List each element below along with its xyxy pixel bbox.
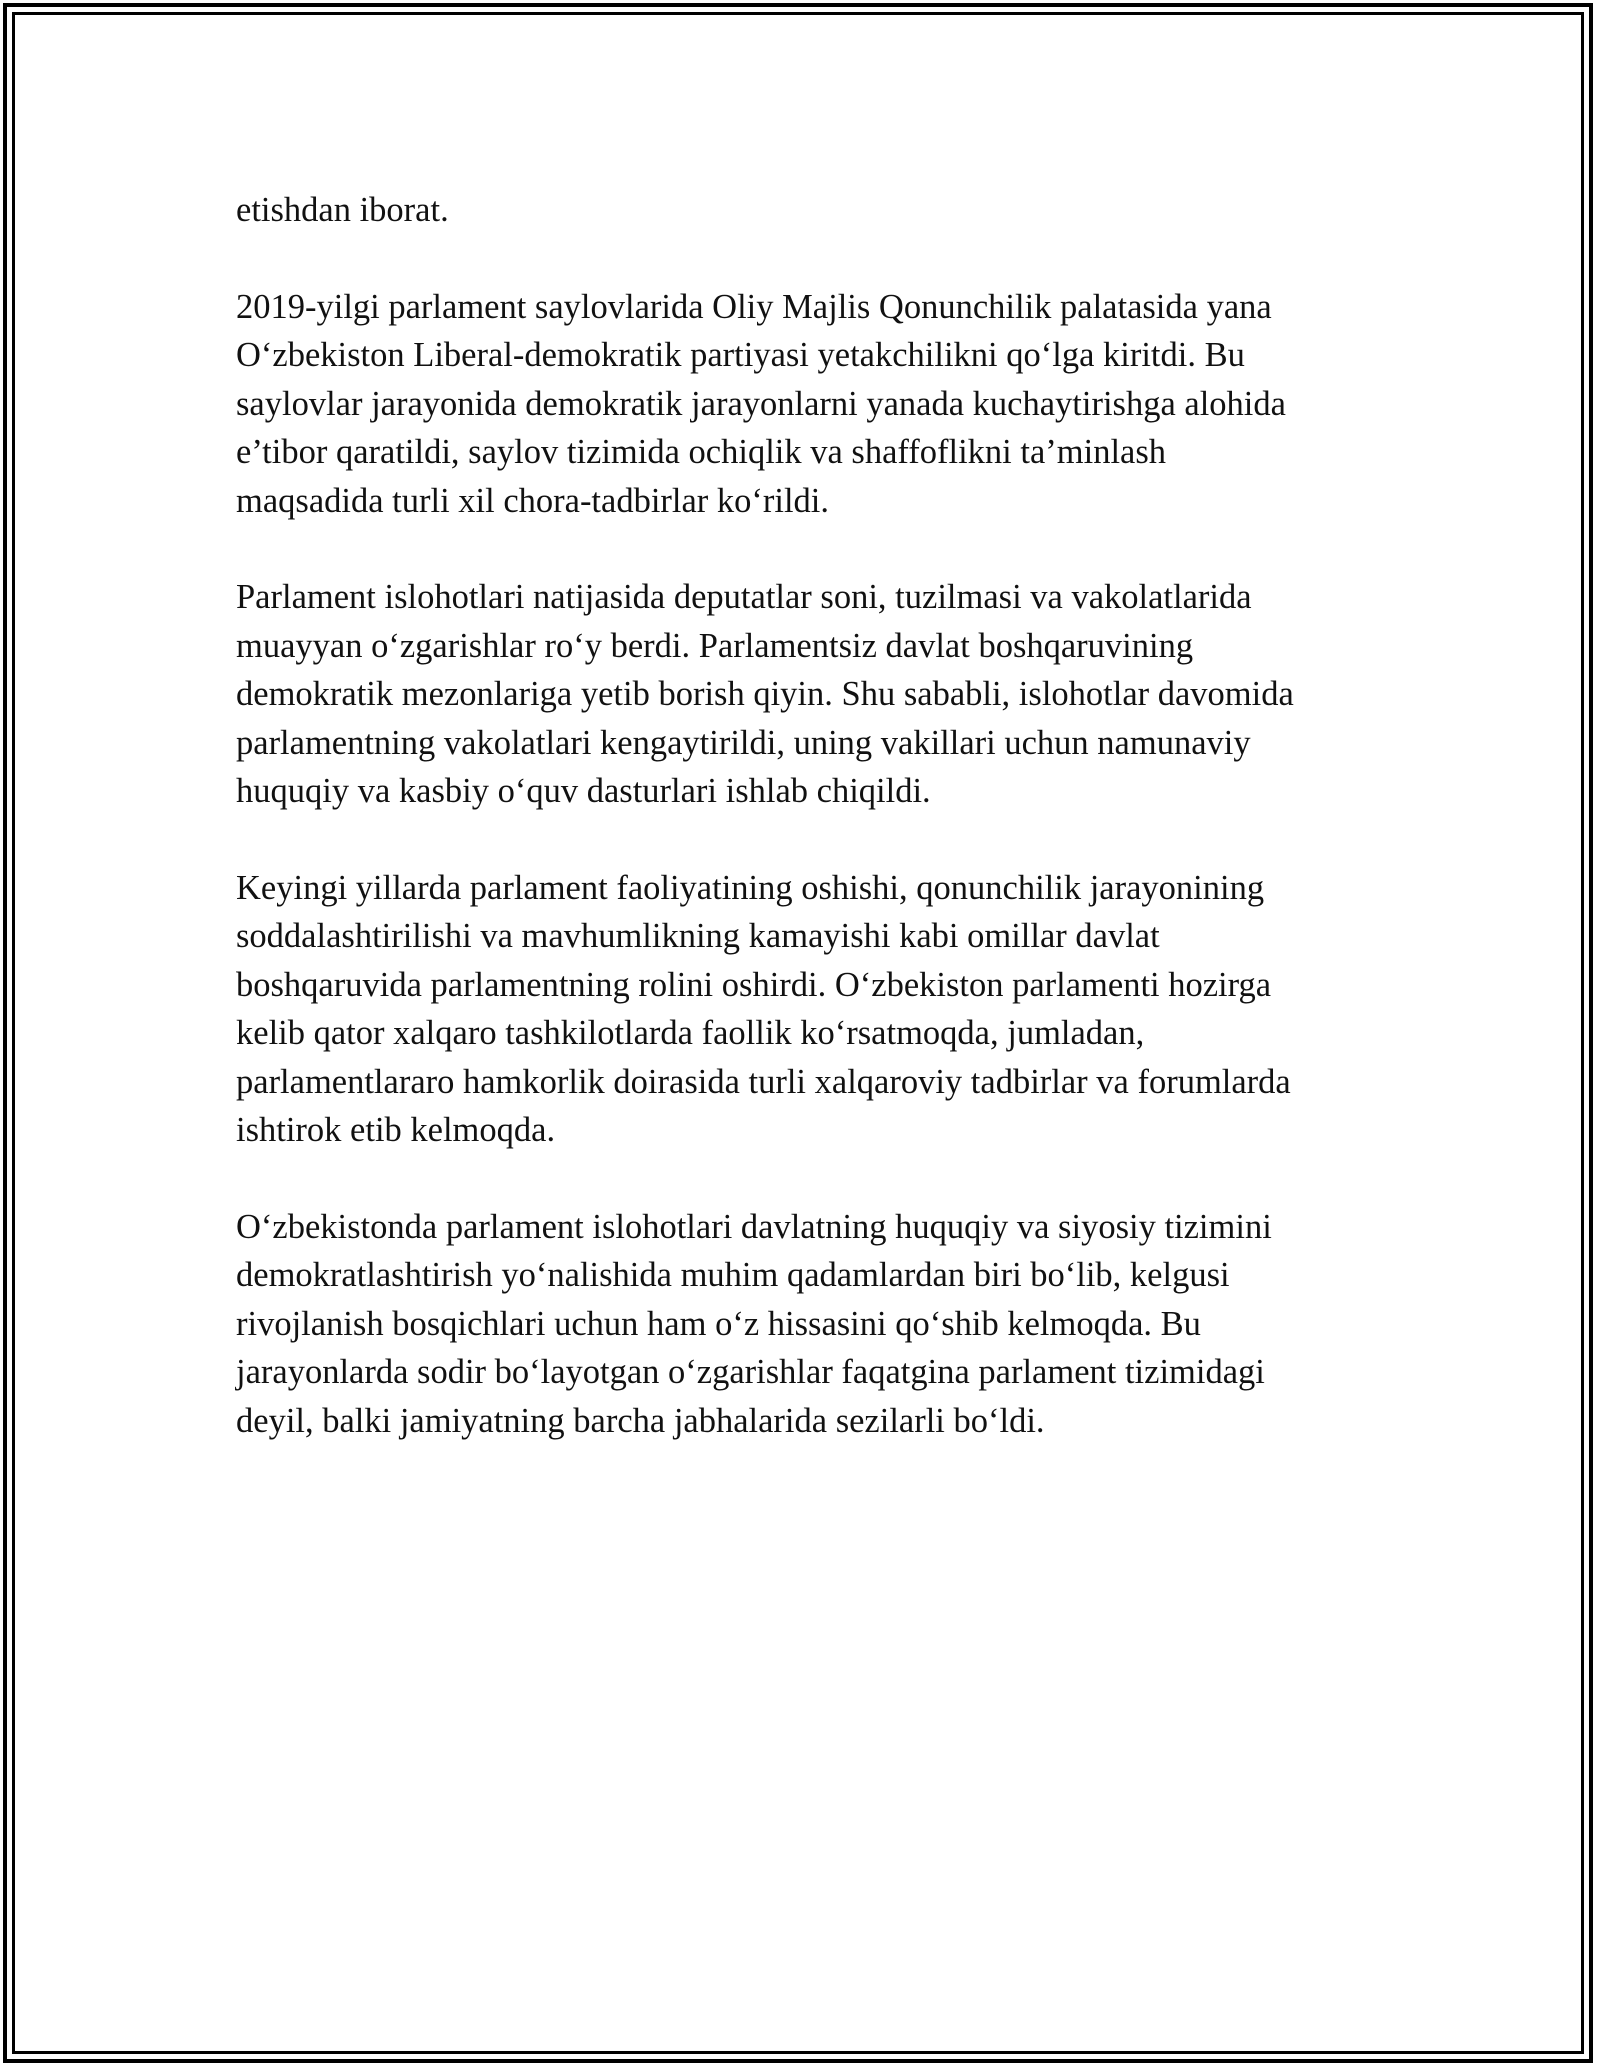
- paragraph-continuation: etishdan iborat.: [236, 191, 449, 229]
- paragraph-elections-2019: 2019-yilgi parlament saylovlarida Oliy Majlis Qonunchilik palatasida yana O‘zbekiston Liberal-demokratik partiyasi yetakchilikni qo‘lga kiritdi. Bu saylovlar jarayonida demokratik jarayonlarni yanada kuchaytirishga alohida e’tibor qaratildi, saylov tizimida ochiqlik va shaffoflikni ta’minlash maqsadida turli xil chora-tadbirlar ko‘rildi.: [236, 287, 1286, 520]
- paragraph-conclusion: O‘zbekistonda parlament islohotlari davlatning huquqiy va siyosiy tizimini demokratlashtirish yo‘nalishida muhim qadamlardan biri bo‘lib, kelgusi rivojlanish bosqichlari uchun ham o‘z hissasini qo‘shib kelmoqda. Bu jarayonlarda sodir bo‘layotgan o‘zgarishlar faqatgina parlament tizimidagi deyil, balki jamiyatning barcha jabhalarida sezilarli bo‘ldi.: [236, 1207, 1272, 1440]
- document-body: [236, 186, 1386, 1493]
- paragraph-parliament-reforms: Parlament islohotlari natijasida deputatlar soni, tuzilmasi va vakolatlarida muayyan o‘zgarishlar ro‘y berdi. Parlamentsiz davlat boshqaruvining demokratik mezonlariga yetib borish qiyin. Shu sababli, islohotlar davomida parlamentning vakolatlari kengaytirildi, uning vakillari uchun namunaviy huquqiy va kasbiy o‘quv dasturlari ishlab chiqildi.: [236, 578, 1294, 810]
- paragraph-recent-years: Keyingi yillarda parlament faoliyatining oshishi, qonunchilik jarayonining soddalashtirilishi va mavhumlikning kamayishi kabi omillar davlat boshqaruvida parlamentning rolini oshirdi. O‘zbekiston parlamenti hozirga kelib qator xalqaro tashkilotlarda faollik ko‘rsatmoqda, jumladan, parlamentlararo hamkorlik doirasida turli xalqaroviy tadbirlar va forumlarda ishtirok etib kelmoqda.: [236, 868, 1291, 1149]
